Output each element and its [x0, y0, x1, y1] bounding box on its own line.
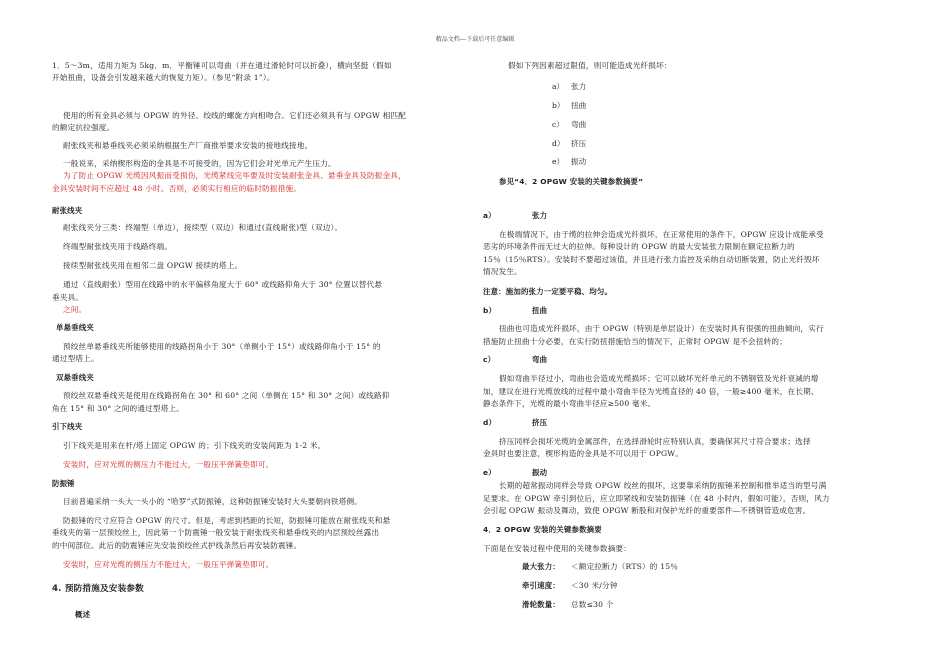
see-reference: 参见“4．2 OPGW 安装的关键参数摘要”	[499, 177, 644, 186]
param-label: 滑轮数量：	[522, 600, 560, 609]
text-line: 的额定抗拉强度。	[52, 123, 115, 132]
factor-label: 挤压	[571, 139, 587, 148]
chapter-heading: 4. 预防措施及安装参数	[52, 584, 144, 594]
text-line: 使用的所有金具必须与 OPGW 的外径、绞线的螺旋方向相吻合。它们还必须具有与 OPGW 相匹配	[63, 111, 407, 120]
section-heading: 防振锤	[52, 479, 75, 488]
text-line: 开始扭曲，设备会引发越来越大的恢复力矩）。（参见“附录 1”）。	[52, 73, 275, 82]
text-line: 扭曲也可造成光纤损坏，由于 OPGW（特别是单层设计）在安装时具有很强的扭曲倾向，实行	[499, 324, 824, 333]
text-line: 接续型耐张线夹用在相邻二盘 OPGW 接续的塔上。	[63, 261, 243, 270]
text-line: 下面是在安装过程中使用的关键参数摘要：	[483, 544, 632, 553]
text-line: 挤压同样会损坏光缆的金属部件，在选择滑轮时应特别认真，要确保其尺寸符合要求；选择	[499, 437, 811, 446]
text-line: 防振锤的尺寸应符合 OPGW 的尺寸。但是，考虑到档距的长短，防振锤可能放在耐张线夹和悬	[63, 516, 391, 525]
section-heading: 概述	[75, 610, 91, 619]
text-line: 垂夹具。	[52, 293, 84, 302]
warning-line: 之间。	[63, 305, 87, 314]
param-value: ＜额定拉断力（RTS）的 15％	[571, 562, 679, 571]
text-line: 耐张线夹分三类：终端型（单边），接续型（双边）和通过(直线耐张)型（双边）。	[63, 223, 343, 232]
item-letter: c）	[483, 355, 496, 364]
factor-label: 扭曲	[571, 101, 587, 110]
text-line: 情况发生。	[483, 267, 522, 276]
text-line: 在极端情况下，由于缆的拉伸会造成光纤损坏，在正常使用的条件下，OPGW 应设计成能承受	[499, 230, 824, 239]
text-line: 预绞丝单悬垂线夹所能够使用的线路拐角小于 30°（单侧小于 15°）或线路仰角小于 15° 的	[63, 342, 381, 351]
item-letter: a）	[483, 211, 496, 220]
text-line: 会引起 OPGW 振动及舞动，致使 OPGW 断股和对保护光纤的重要部件—不锈钢管造成危害。	[483, 506, 811, 515]
text-line: 1．5～3m，适用力矩为 5kg．m．平衡锤可以弯曲（并在通过滑轮时可以折叠），横向坚挺（假如	[52, 61, 392, 70]
text-line: 静态条件下，光缆的最小弯曲半径应≥500 毫米。	[483, 399, 656, 408]
text-line: 措施防止扭曲十分必要，在实行防扭措施恰当的情况下，正常时 OPGW 是不会扭转的；	[483, 337, 788, 346]
factor-letter: c）	[552, 120, 564, 129]
text-line: 加，建议在进行光缆放线的过程中最小弯曲半径为光缆直径的 40 倍，一般≥400 毫米，在长期、	[483, 387, 819, 396]
warning-line: 安装时，应对光缆的侧压力不能过大，一般压平弹簧垫即可。	[63, 460, 274, 469]
text-line: 垂线夹的第一层预绞丝上，因此第一个防震锤一般安装于耐张线夹和悬垂线夹的内层预绞丝露出	[52, 528, 380, 537]
text-line: 预绞丝双悬垂线夹是使用在线路拐角在 30° 和 60° 之间（单侧在 15° 和 30° 之间）或线路仰	[63, 391, 390, 400]
note: 注意：施加的张力一定要平稳、均匀。	[483, 287, 613, 296]
text-line: 长期的超常振动同样会导致 OPGW 绞丝的损坏，这要靠采纳防振锤来控制和推举适当的型号满	[499, 481, 827, 490]
item-title: 扭曲	[532, 306, 548, 315]
warning-line: 安装时，应对光缆的侧压力不能过大，一般压平弹簧垫即可。	[63, 560, 274, 569]
param-value: ＜30 米/分钟	[571, 581, 618, 590]
warning-line: 为了防止 OPGW 光缆因风振而受损伤，光缆紧线完毕要及时安装耐张金具、悬垂金具及防振金具，	[63, 171, 406, 180]
text-line: 通过型塔上。	[52, 354, 99, 363]
factor-letter: e）	[552, 157, 565, 166]
item-letter: e）	[483, 468, 496, 477]
section-heading: 耐张线夹	[52, 206, 83, 215]
text-line: 假如下列因素超过限值，则可能造成光纤损坏：	[508, 61, 672, 70]
item-title: 挤压	[532, 418, 548, 427]
text-line: 通过（直线耐张）型用在线路中的水平偏移角度大于 60° 或线路仰角大于 30° 位置以替代悬	[63, 280, 383, 289]
item-title: 张力	[532, 211, 548, 220]
item-letter: b）	[483, 306, 497, 315]
text-line: 引下线夹是用来在杆/塔上固定 OPGW 的；引下线夹的安装间距为 1-2 米。	[63, 441, 326, 450]
factor-label: 张力	[571, 82, 587, 91]
factor-label: 振动	[571, 157, 587, 166]
factor-letter: d）	[552, 139, 565, 148]
factor-letter: b）	[552, 101, 565, 110]
item-title: 弯曲	[532, 355, 548, 364]
text-line: 足要求。在 OPGW 牵引到位后，应立即紧线和安装防振锤（在 48 小时内，假如可能），否则，风力	[483, 494, 830, 503]
warning-line: 金具安装时间不应超过 48 小时。否则，必须实行相应的临时防振措施。	[52, 184, 302, 193]
section-heading: 单悬垂线夹	[56, 323, 94, 332]
text-line: 一般说来，采纳楔形构造的金具是不可接受的，因为它们会对光单元产生压力。	[63, 159, 336, 168]
text-line: 金具时也要注意，楔形构造的金具是不可以用于 OPGW。	[483, 449, 684, 458]
text-line: 目前普遍采纳一头大一头小的 “哈罗”式防振锤，这种防振锤安装时大头要朝向铁塔侧。	[63, 497, 363, 506]
section-heading: 4．2 OPGW 安装的关键参数摘要	[483, 525, 602, 534]
param-value: 总数≤30 个	[571, 600, 614, 609]
page-header: 精品文档---下载后可任意编辑	[435, 36, 515, 43]
factor-label: 弯曲	[571, 120, 587, 129]
section-heading: 引下线夹	[52, 422, 83, 431]
text-line: 恶劣的环境条件而无过大的拉伸。每种设计的 OPGW 的最大安装张力限制在额定拉断力的	[483, 242, 795, 251]
text-line: 15％（15％RTS）。安装时不要超过该值，并且进行张力监控及采纳自动切断装置，防止光纤毁坏	[483, 255, 820, 264]
text-line: 耐张线夹和悬垂线夹必须采纳根据生产厂商推举要求安装的接地线接地。	[63, 141, 313, 150]
text-line: 终端型耐张线夹用于线路终端。	[63, 242, 173, 251]
factor-letter: a）	[552, 82, 565, 91]
text-line: 假如弯曲半径过小，弯曲也会造成光缆损坏；它可以破坏光纤单元的不锈钢管及光纤衰减的增	[499, 374, 819, 383]
text-line: 的中间部位。此后的防震锤应先安装预绞丝式护线条然后再安装防震锤。	[52, 541, 302, 550]
param-label: 最大张力：	[522, 562, 560, 571]
item-title: 振动	[532, 468, 548, 477]
text-line: 角在 15° 和 30° 之间的通过型塔上。	[52, 404, 185, 413]
item-letter: d）	[483, 418, 497, 427]
section-heading: 双悬垂线夹	[56, 373, 94, 382]
param-label: 牵引速度：	[522, 581, 560, 590]
